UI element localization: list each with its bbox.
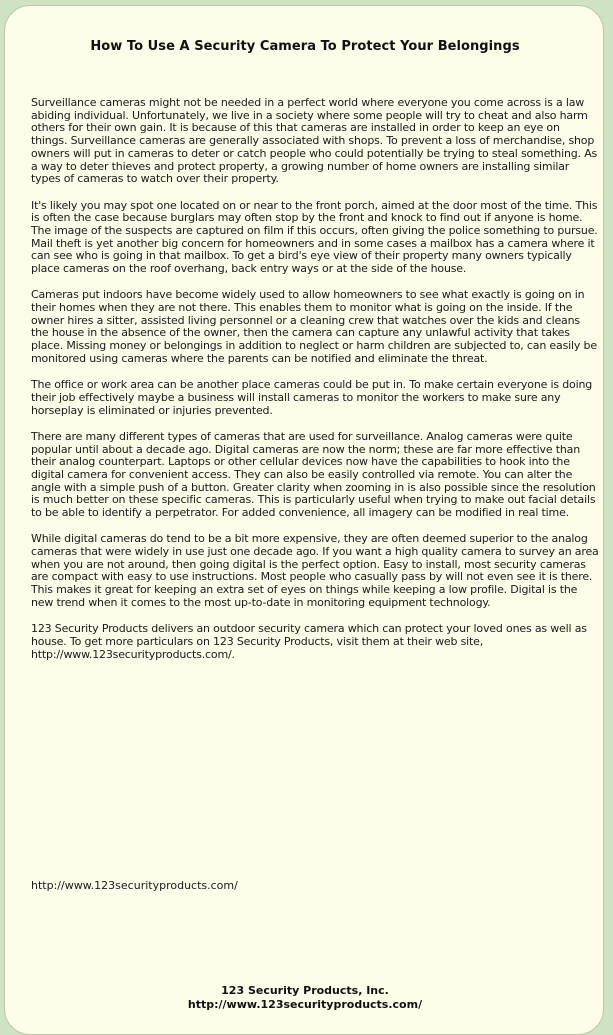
paragraph-3: Cameras put indoors have become widely used to allow homeowners to see what exactly is going on in their homes when they are not there. This enables them to monitor what is going on the inside. If the owner hires a sitter, assisted living personnel or a cleaning crew that watches over the kids and cleans the house in the absence of the owner, then the camera can capture any unlawful activity that takes place. Missing money or belongings in addition to neglect or harm children are subjected to, can easily be monitored using cameras where the parents can be notified and eliminate the threat.: [31, 288, 597, 365]
article-body: [31, 97, 599, 675]
footer-company: 123 Security Products, Inc.: [221, 984, 389, 997]
website-link[interactable]: http://www.123securityproducts.com/: [31, 879, 238, 892]
footer-url[interactable]: http://www.123securityproducts.com/: [187, 998, 423, 1011]
paragraph-7: 123 Security Products delivers an outdoor security camera which can protect your loved ones as well as house. To get more particulars on 123 Security Products, visit them at their web site, http://www.123securityproducts.com/.: [31, 622, 587, 661]
paragraph-5: There are many different types of cameras that are used for surveillance. Analog cameras were quite popular until about a decade ago. Digital cameras are now the norm; these are far more effective than their analog counterpart. Laptops or other cellular devices now have the capabilities to hook into the digital camera for convenient access. They can also be easily controlled via remote. You can alter the angle with a simple push of a button. Greater clarity when zooming in is also possible since the resolution is much better on these specific cameras. This is particularly useful when trying to make out facial details to be able to identify a perpetrator. For added convenience, all imagery can be modified in real time.: [31, 429, 596, 520]
footer: [5, 984, 605, 1012]
paragraph-1: Surveillance cameras might not be needed in a perfect world where everyone you come across is a law abiding individual. Unfortunately, we live in a society where some people will try to cheat and also harm others for their own gain. It is because of this that cameras are installed in order to keep an eye on things. Surveillance cameras are generally associated with shops. To prevent a loss of merchandise, shop owners will put in cameras to deter or catch people who could potentially be trying to steal something. As a way to deter thieves and protect property, a growing number of home owners are installing similar types of cameras to watch over their property.: [31, 96, 598, 186]
paragraph-4: The office or work area can be another place cameras could be put in. To make certain everyone is doing their job effectively maybe a business will install cameras to monitor the workers to make sure any horseplay is eliminated or injuries prevented.: [31, 378, 593, 417]
page-title: How To Use A Security Camera To Protect Your Belongings: [90, 39, 520, 54]
article-card: [4, 5, 604, 1035]
paragraph-2: It's likely you may spot one located on or near to the front porch, aimed at the door most of the time. This is often the case because burglars may often stop by the front and knock to find out if anyone is home. The image of the suspects are captured on film if this occurs, often giving the police something to pursue. Mail theft is yet another big concern for homeowners and in some cases a mailbox has a camera where it can see who is going in that mailbox. To get a bird's eye view of their property many owners typically place cameras on the roof overhang, back entry ways or at the side of the house.: [31, 198, 598, 276]
paragraph-6: While digital cameras do tend to be a bit more expensive, they are often deemed superior to the analog cameras that were widely in use just one decade ago. If you want a high quality camera to survey an area when you are not around, then going digital is the perfect option. Easy to install, most security cameras are compact with easy to use instructions. Most people who casually pass by will not even see it is there. This makes it great for keeping an extra set of eyes on things while keeping a low profile. Digital is the new trend when it comes to the most up-to-date in monitoring equipment technology.: [31, 532, 599, 609]
